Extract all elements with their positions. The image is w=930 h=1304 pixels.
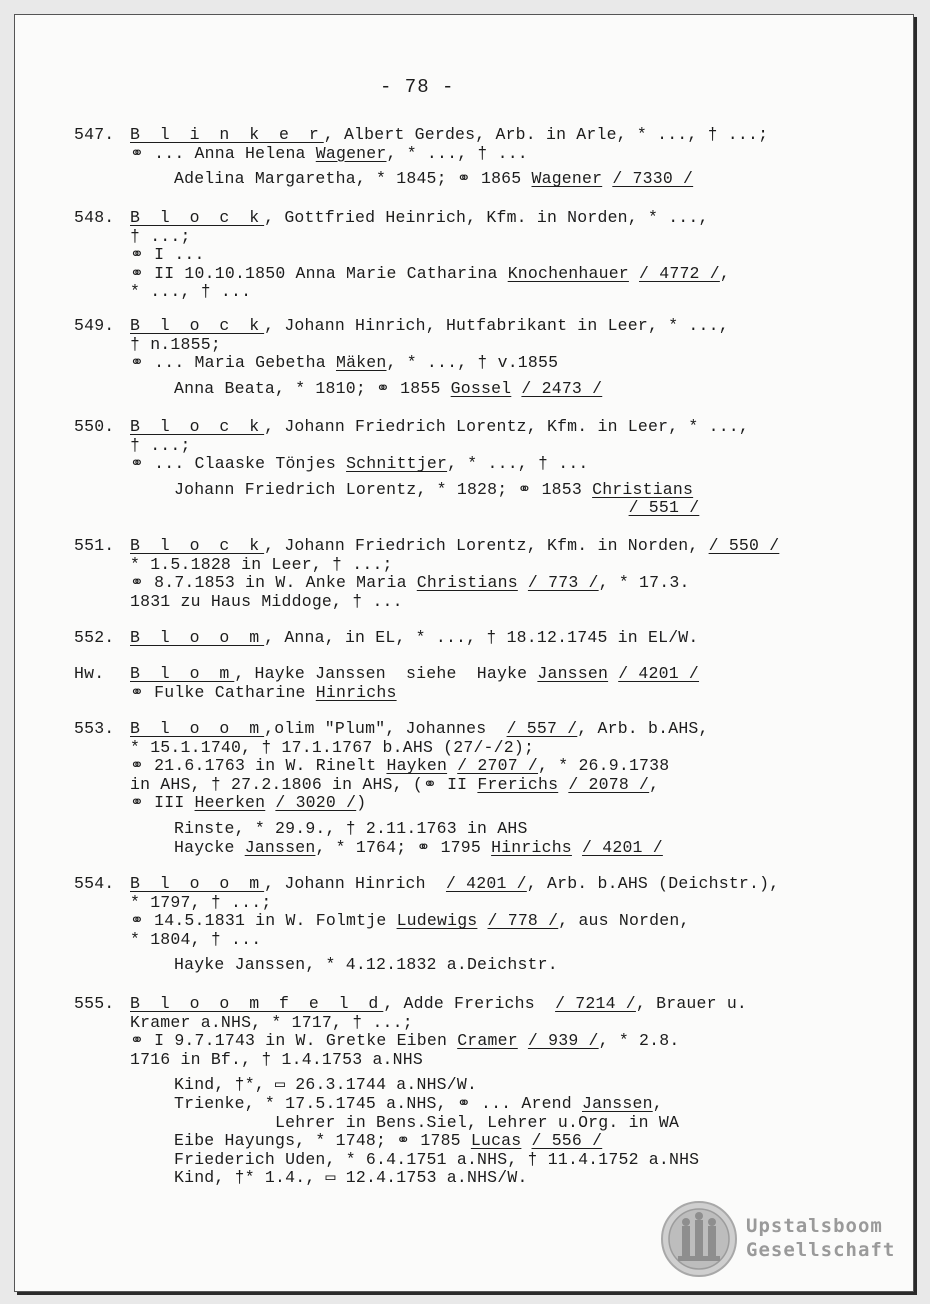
entry-number: 550. bbox=[74, 417, 115, 436]
spacer bbox=[608, 664, 618, 683]
surname: B l o o m bbox=[130, 719, 265, 738]
child-text: Lehrer in Bens.Siel, Lehrer u.Org. in WA bbox=[174, 1112, 680, 1132]
child-text: Johann Friedrich Lorentz, * 1828; ⚭ 1853 bbox=[174, 479, 593, 499]
entry-head-line bbox=[74, 720, 804, 739]
child-line bbox=[74, 1132, 804, 1151]
genealogy-entry bbox=[74, 995, 804, 1188]
entry-line bbox=[74, 794, 804, 813]
underlined-name: Wagener bbox=[315, 143, 387, 163]
entry-text: 1831 zu Haus Middoge, † ... bbox=[130, 591, 403, 611]
child-text: Friederich Uden, * 6.4.1751 a.NHS, † 11.4.1752 a.NHS bbox=[174, 1149, 700, 1169]
surname: B l o c k bbox=[130, 536, 265, 555]
entry-text: , bbox=[719, 263, 730, 283]
children-block bbox=[74, 481, 804, 518]
underlined-name: Lucas bbox=[470, 1131, 522, 1151]
entry-line bbox=[74, 1051, 804, 1070]
entry-number: Hw. bbox=[74, 664, 105, 683]
underlined-name: Christians bbox=[416, 573, 518, 593]
page-number: - 78 - bbox=[380, 76, 455, 98]
logo-text bbox=[746, 1214, 895, 1262]
entry-head-line bbox=[74, 317, 804, 336]
logo-line-2: Gesellschaft bbox=[746, 1239, 896, 1261]
seal-icon bbox=[660, 1200, 738, 1278]
child-text: Trienke, * 17.5.1745 a.NHS, ⚭ ... Arend bbox=[174, 1093, 582, 1113]
child-text: Rinste, * 29.9., † 2.11.1763 in AHS bbox=[174, 818, 528, 838]
entry-text: , Johann Friedrich Lorentz, Kfm. in Leer, * ..., bbox=[264, 417, 750, 436]
entry-text: * 1.5.1828 in Leer, † ...; bbox=[130, 554, 393, 574]
cross-reference: / 3020 / bbox=[275, 793, 357, 813]
cross-reference: / 556 / bbox=[531, 1131, 603, 1151]
surname: B l o c k bbox=[130, 316, 265, 335]
child-line bbox=[74, 1151, 804, 1170]
entry-text: ⚭ II 10.10.1850 Anna Marie Catharina bbox=[130, 263, 508, 283]
page-content bbox=[14, 14, 914, 1292]
spacer bbox=[558, 775, 568, 794]
underlined-name: Heerken bbox=[194, 793, 266, 813]
entry-text: ⚭ III bbox=[130, 793, 195, 813]
child-text: Anna Beata, * 1810; ⚭ 1855 bbox=[174, 378, 451, 398]
entry-text: , * ..., † v.1855 bbox=[386, 353, 559, 373]
spacer bbox=[436, 874, 446, 893]
entry-number: 549. bbox=[74, 316, 115, 335]
genealogy-entry bbox=[74, 720, 804, 857]
entry-head-line bbox=[74, 418, 804, 437]
entry-text: , Adde Frerichs bbox=[383, 994, 545, 1013]
entry-text: , Brauer u. bbox=[635, 994, 748, 1013]
underlined-name: Gossel bbox=[450, 378, 512, 398]
child-text: Kind, †* 1.4., ▭ 12.4.1753 a.NHS/W. bbox=[174, 1168, 528, 1188]
cross-reference: / 2078 / bbox=[568, 774, 650, 794]
entry-line bbox=[74, 931, 804, 950]
entry-text: , Hayke Janssen siehe Hayke bbox=[234, 664, 538, 683]
spacer bbox=[518, 1031, 528, 1050]
entry-text: ⚭ 14.5.1831 in W. Folmtje bbox=[130, 911, 397, 931]
upstalsboom-logo bbox=[660, 1200, 910, 1280]
cross-reference: / 7214 / bbox=[555, 994, 636, 1013]
entry-text: , * ..., † ... bbox=[447, 454, 589, 474]
entry-text: † n.1855; bbox=[130, 334, 221, 354]
entry-number: 548. bbox=[74, 208, 115, 227]
entry-line bbox=[74, 894, 804, 913]
children-block bbox=[74, 170, 804, 189]
cross-reference: / 4201 / bbox=[445, 874, 527, 893]
spacer bbox=[477, 911, 487, 930]
entry-text: * 1804, † ... bbox=[130, 929, 262, 949]
entry-text: 1716 in Bf., † 1.4.1753 a.NHS bbox=[130, 1049, 423, 1069]
entry-line bbox=[74, 1032, 804, 1051]
cross-reference: / 4772 / bbox=[639, 263, 720, 283]
cross-reference: / 778 / bbox=[487, 911, 559, 931]
genealogy-entry bbox=[74, 209, 804, 302]
entry-head-line bbox=[74, 537, 804, 556]
entry-head-line bbox=[74, 126, 804, 145]
entry-text: ⚭ 8.7.1853 in W. Anke Maria bbox=[130, 573, 417, 593]
entry-text: Kramer a.NHS, * 1717, † ...; bbox=[130, 1012, 413, 1032]
entry-line bbox=[74, 437, 804, 456]
cross-reference: / 773 / bbox=[527, 573, 599, 593]
underlined-name: Mäken bbox=[335, 353, 387, 373]
entry-text: , Johann Friedrich Lorentz, Kfm. in Norden, bbox=[264, 536, 699, 555]
child-line bbox=[74, 1169, 804, 1188]
entry-text: ⚭ ... Claaske Tönjes bbox=[130, 454, 347, 474]
spacer bbox=[521, 1131, 531, 1150]
entry-text: , Anna, in EL, * ..., † 18.12.1745 in EL/W. bbox=[264, 628, 699, 647]
surname: B l o m bbox=[130, 664, 235, 683]
entry-text: ) bbox=[356, 793, 367, 813]
entry-text: ⚭ Fulke Catharine bbox=[130, 682, 316, 702]
entry-text: , Arb. b.AHS (Deichstr.), bbox=[526, 874, 780, 893]
cross-reference: / 557 / bbox=[506, 719, 578, 738]
entry-line bbox=[74, 912, 804, 931]
children-block bbox=[74, 1076, 804, 1188]
children-block bbox=[74, 820, 804, 857]
surname: B l o o m bbox=[130, 628, 265, 647]
surname: B l o o m f e l d bbox=[130, 994, 384, 1013]
cross-reference: / 939 / bbox=[527, 1031, 599, 1051]
underlined-name: Janssen bbox=[537, 664, 609, 683]
entry-text: , * 2.8. bbox=[598, 1031, 680, 1051]
entry-head-line bbox=[74, 995, 804, 1014]
entry-line bbox=[74, 336, 804, 355]
spacer bbox=[602, 169, 612, 188]
entry-text: * ..., † ... bbox=[130, 282, 252, 302]
child-line bbox=[74, 481, 804, 500]
underlined-name: Knochenhauer bbox=[507, 263, 629, 283]
spacer bbox=[618, 498, 628, 517]
child-text: , bbox=[652, 1093, 663, 1113]
genealogy-entry bbox=[74, 665, 804, 702]
entry-text: , * 26.9.1738 bbox=[538, 756, 670, 776]
spacer bbox=[447, 756, 457, 775]
child-line bbox=[74, 956, 804, 975]
entry-text: ⚭ I ... bbox=[130, 245, 205, 265]
entry-text: * 1797, † ...; bbox=[130, 892, 272, 912]
entry-line bbox=[74, 757, 804, 776]
entry-line bbox=[74, 145, 804, 164]
underlined-name: Janssen bbox=[244, 837, 316, 857]
entry-text: ⚭ ... Maria Gebetha bbox=[130, 353, 336, 373]
spacer bbox=[572, 838, 582, 857]
child-line bbox=[74, 820, 804, 839]
underlined-name: Frerichs bbox=[477, 774, 559, 794]
logo-line-1: Upstalsboom bbox=[746, 1215, 883, 1237]
spacer bbox=[265, 793, 275, 812]
child-text: Haycke bbox=[174, 837, 245, 857]
entry-number: 552. bbox=[74, 628, 115, 647]
entry-head-line bbox=[74, 875, 804, 894]
genealogy-entry bbox=[74, 418, 804, 518]
child-text: Kind, †*, ▭ 26.3.1744 a.NHS/W. bbox=[174, 1075, 478, 1095]
child-line bbox=[74, 1114, 804, 1133]
genealogy-entry bbox=[74, 537, 804, 611]
entry-text: ⚭ I 9.7.1743 in W. Gretke Eiben bbox=[130, 1031, 458, 1051]
child-text: , * 1764; ⚭ 1795 bbox=[315, 837, 492, 857]
children-block bbox=[74, 956, 804, 975]
underlined-name: Hayken bbox=[386, 756, 448, 776]
child-line bbox=[74, 839, 804, 858]
entry-line bbox=[74, 228, 804, 247]
entry-line bbox=[74, 455, 804, 474]
entry-line bbox=[74, 574, 804, 593]
spacer bbox=[518, 573, 528, 592]
spacer bbox=[629, 264, 639, 283]
cross-reference: / 2473 / bbox=[521, 378, 603, 398]
spacer bbox=[545, 994, 555, 1013]
underlined-name: Cramer bbox=[457, 1031, 518, 1051]
entry-text: , Johann Hinrich bbox=[264, 874, 436, 893]
entry-text: in AHS, † 27.2.1806 in AHS, (⚭ II bbox=[130, 774, 478, 794]
child-line bbox=[74, 499, 804, 518]
spacer bbox=[699, 536, 709, 555]
surname: B l o c k bbox=[130, 208, 265, 227]
entry-line bbox=[74, 684, 804, 703]
cross-reference: / 550 / bbox=[708, 536, 780, 555]
surname: B l o c k bbox=[130, 417, 265, 436]
entry-text: , * 17.3. bbox=[598, 573, 690, 593]
entry-line bbox=[74, 283, 804, 302]
genealogy-entry bbox=[74, 126, 804, 189]
child-line bbox=[74, 1095, 804, 1114]
entry-text: , Albert Gerdes, Arb. in Arle, * ..., † ...; bbox=[323, 125, 769, 144]
entry-number: 554. bbox=[74, 874, 115, 893]
spacer bbox=[174, 498, 618, 517]
entry-line bbox=[74, 1014, 804, 1033]
entry-line bbox=[74, 776, 804, 795]
entry-number: 551. bbox=[74, 536, 115, 555]
entry-text: , Arb. b.AHS, bbox=[577, 719, 709, 738]
spacer bbox=[496, 719, 506, 738]
entry-text: , aus Norden, bbox=[558, 911, 690, 931]
genealogy-entry bbox=[74, 629, 804, 648]
spacer bbox=[511, 379, 521, 398]
underlined-name: Janssen bbox=[582, 1093, 653, 1113]
entry-head-line bbox=[74, 209, 804, 228]
underlined-name: Hinrichs bbox=[315, 682, 397, 702]
cross-reference: / 4201 / bbox=[582, 837, 663, 857]
entry-text: ⚭ 21.6.1763 in W. Rinelt bbox=[130, 756, 387, 776]
surname: B l o o m bbox=[130, 874, 265, 893]
entry-text: ⚭ ... Anna Helena bbox=[130, 143, 316, 163]
underlined-name: Ludewigs bbox=[396, 911, 478, 931]
entry-line bbox=[74, 593, 804, 612]
cross-reference: / 7330 / bbox=[612, 169, 694, 189]
cross-reference: / 551 / bbox=[628, 498, 700, 518]
child-text: Adelina Margaretha, * 1845; ⚭ 1865 bbox=[174, 169, 532, 189]
entry-number: 553. bbox=[74, 719, 115, 738]
child-line bbox=[74, 1076, 804, 1095]
entry-text: † ...; bbox=[130, 435, 191, 455]
child-line bbox=[74, 380, 804, 399]
child-text: Hayke Janssen, * 4.12.1832 a.Deichstr. bbox=[174, 955, 558, 975]
entry-line bbox=[74, 265, 804, 284]
entry-text: , Johann Hinrich, Hutfabrikant in Leer, * ..., bbox=[264, 316, 729, 335]
entry-text: , Gottfried Heinrich, Kfm. in Norden, * ..., bbox=[264, 208, 709, 227]
cross-reference: / 4201 / bbox=[618, 664, 700, 683]
surname: B l i n k e r bbox=[130, 125, 324, 144]
entry-text: , * ..., † ... bbox=[386, 143, 528, 163]
child-text: Eibe Hayungs, * 1748; ⚭ 1785 bbox=[174, 1131, 471, 1151]
entry-text: † ...; bbox=[130, 226, 191, 246]
entry-text: * 15.1.1740, † 17.1.1767 b.AHS (27/-/2); bbox=[130, 737, 535, 757]
genealogy-entry bbox=[74, 317, 804, 398]
entry-number: 555. bbox=[74, 994, 115, 1013]
underlined-name: Schnittjer bbox=[346, 454, 448, 474]
entry-line bbox=[74, 246, 804, 265]
document-page bbox=[14, 14, 914, 1292]
entry-head-line bbox=[74, 629, 804, 648]
entry-line bbox=[74, 739, 804, 758]
genealogy-entry bbox=[74, 875, 804, 975]
entry-text: ,olim "Plum", Johannes bbox=[264, 719, 497, 738]
entry-line bbox=[74, 556, 804, 575]
entry-number: 547. bbox=[74, 125, 115, 144]
underlined-name: Hinrichs bbox=[491, 837, 572, 857]
cross-reference: / 2707 / bbox=[457, 756, 539, 776]
entry-text: , bbox=[649, 774, 660, 794]
underlined-name: Wagener bbox=[531, 169, 603, 189]
child-line bbox=[74, 170, 804, 189]
entry-head-line bbox=[74, 665, 804, 684]
underlined-name: Christians bbox=[592, 479, 694, 499]
children-block bbox=[74, 380, 804, 399]
entry-line bbox=[74, 354, 804, 373]
